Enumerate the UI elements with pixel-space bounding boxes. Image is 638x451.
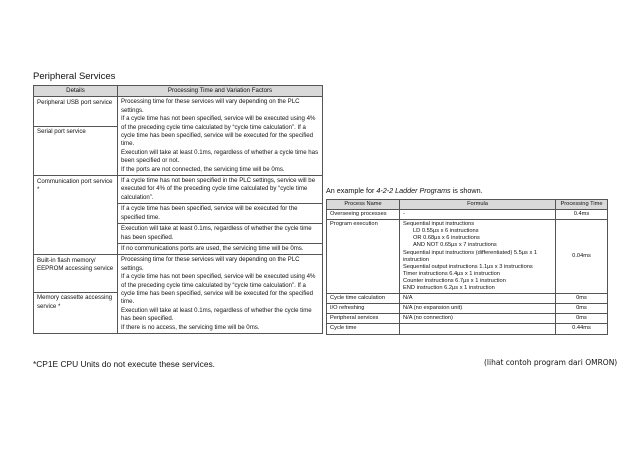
processing-time: 0.44ms [556,324,608,334]
process-name: Program execution [327,220,400,294]
comm-description-4: If no communications ports are used, the servicing time will be 0ms. [118,243,323,254]
table-row [327,324,608,334]
row-label-usb: Peripheral USB port service [34,97,118,127]
formula-line: Sequential output instructions 1.1μs x 3 instructions [403,263,533,270]
table-row [34,255,323,293]
header-details: Details [34,86,118,97]
cycle-time-example-table [326,199,608,335]
table-row [34,176,323,204]
table-row [327,314,608,324]
processing-time: 0ms [556,304,608,314]
formula-line: AND NOT 0.65μs x 7 instructions [413,242,497,249]
example-reference: 4-2-2 Ladder Programs [376,186,451,195]
header-formula: Formula [400,200,556,210]
comm-description-2: If a cycle time has been specified, service will be executed for the specified time. [118,204,323,224]
header-process-name: Process Name [327,200,400,210]
example-prefix: An example for [326,186,377,195]
row-label-communication: Communication port service * [34,176,118,255]
process-name: Cycle time [327,324,400,334]
header-processing-time: Processing Time [556,200,608,210]
row-label-flash: Built-in flash memory/ EEPROM accessing service [34,255,118,293]
source-note: (lihat contoh program dari OMRON) [484,358,618,367]
processing-time: 0.04ms [556,220,608,294]
table-header-row [34,86,323,97]
processing-time: 0ms [556,314,608,324]
table-row [34,97,323,127]
processing-time: 0.4ms [556,210,608,220]
row-label-memory-cassette: Memory cassette accessing service * [34,292,118,333]
formula-line: OR 0.68μs x 6 instructions [413,235,480,242]
table-row [327,304,608,314]
table-row [327,220,608,294]
formula-line: Sequential input instructions [403,221,475,228]
comm-description-3: Execution will take at least 0.1ms, regardless of whether the cycle time has been specified. [118,224,323,244]
usb-serial-description: Processing time for these services will vary depending on the PLC settings. If a cycle time has not been specified, service will be executed using 4% of the preceding cycle time calculated by “cycle time calculation”. If a cycle time has been specified, service will be executed for the specified time. Execution will take at least 0.1ms, regardless of whether a cycle time has been specified or not. If the ports are not connected, the servicing time will be 0ms. [118,97,323,176]
table-row [327,294,608,304]
flash-memory-description: Processing time for these services will vary depending on the PLC settings. If a cycle time has not been specified, service will be executed using 4% of the preceding cycle time calculated by “cycle time calculation”. If a cycle time has been specified, service will be executed for the specified time. Execution will take at least 0.1ms, regardless of whether the cycle time has been specified. If there is no access, the servicing time will be 0ms. [118,255,323,334]
formula-line: Sequential input instructions (differentiated) 5.5μs x 1 instruction [403,249,538,263]
process-name: Cycle time calculation [327,294,400,304]
process-name: I/O refreshing [327,304,400,314]
formula: N/A (no connection) [400,314,556,324]
header-processing-time: Processing Time and Variation Factors [118,86,323,97]
comm-description-1: If a cycle time has not been specified in the PLC settings, service will be executed for 4% of the preceding cycle time calculated by “cycle time calculation”. [118,176,323,204]
example-suffix: is shown. [450,186,483,195]
footnote: *CP1E CPU Units do not execute these services. [33,359,216,369]
table-row [327,210,608,220]
section-title: Peripheral Services [33,71,116,82]
formula: N/A [400,294,556,304]
process-name: Overseeing processes [327,210,400,220]
formula-line: END instruction 6.2μs x 1 instruction [403,285,495,292]
peripheral-services-table [33,85,323,334]
formula-line: Timer instructions 6.4μs x 1 instruction [403,270,500,277]
formula: N/A (no expansion unit) [400,304,556,314]
row-label-serial: Serial port service [34,126,118,175]
example-caption [326,186,483,195]
formula-line: Counter instructions 6.7μs x 1 instruction [403,277,506,284]
formula [400,220,556,294]
table-header-row [327,200,608,210]
formula [400,324,556,334]
processing-time: 0ms [556,294,608,304]
formula-line: LD 0.55μs x 6 instructions [413,228,479,235]
formula: - [400,210,556,220]
process-name: Peripheral services [327,314,400,324]
